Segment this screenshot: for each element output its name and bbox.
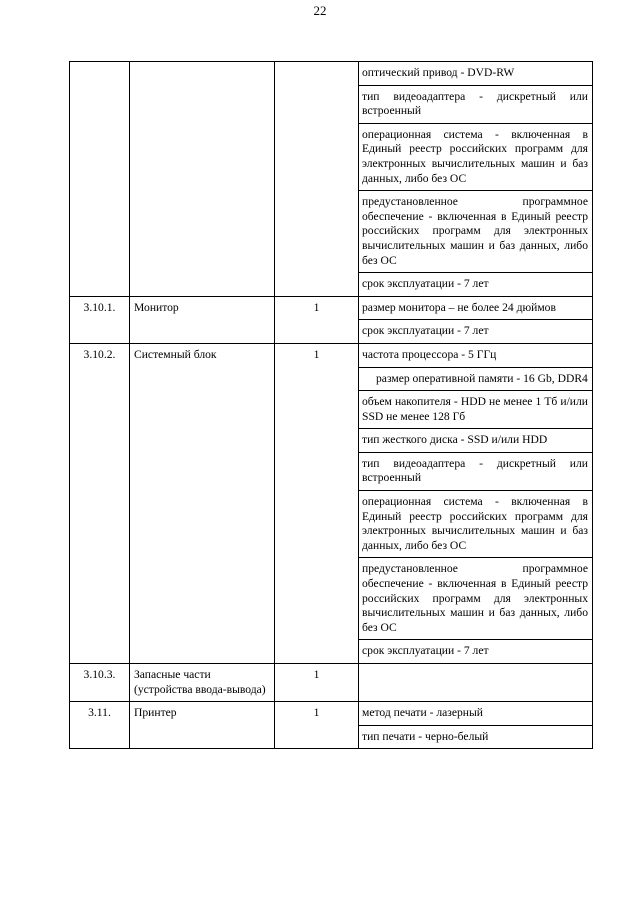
table-cell-characteristic: размер монитора – не более 24 дюймов: [359, 296, 593, 320]
table-cell-characteristic: операционная система - включенная в Единый реестр российских программ для электронных вычислительных машин и баз данных, либо без ОС: [359, 123, 593, 190]
table-cell-number: 3.10.2.: [70, 343, 130, 663]
page-number: 22: [313, 3, 327, 18]
table-row: [70, 296, 593, 320]
table-cell-quantity: 1: [275, 296, 359, 343]
table-cell-characteristic: предустановленное программное обеспечение - включенная в Единый реестр российских программ для электронных вычислительных машин и баз данных, либо без ОС: [359, 558, 593, 640]
table-cell-characteristic: метод печати - лазерный: [359, 702, 593, 726]
table-cell-number: 3.11.: [70, 702, 130, 749]
table-row: [70, 343, 593, 367]
table-cell-name: Системный блок: [130, 343, 275, 663]
table-cell-characteristic: [359, 664, 593, 702]
table-row: [70, 62, 593, 86]
table-cell-name: [130, 62, 275, 297]
table-cell-characteristic: объем накопителя - HDD не менее 1 Тб и/или SSD не менее 128 Гб: [359, 391, 593, 429]
table-cell-name: Монитор: [130, 296, 275, 343]
table-cell-characteristic: тип видеоадаптера - дискретный или встроенный: [359, 85, 593, 123]
table-cell-name: Запасные части (устройства ввода-вывода): [130, 664, 275, 702]
table-cell-characteristic: тип жесткого диска - SSD и/или HDD: [359, 429, 593, 453]
table-cell-characteristic: частота процессора - 5 ГГц: [359, 343, 593, 367]
table-cell-characteristic: срок эксплуатации - 7 лет: [359, 640, 593, 664]
table-cell-number: 3.10.3.: [70, 664, 130, 702]
table-cell-quantity: 1: [275, 664, 359, 702]
table-cell-number: 3.10.1.: [70, 296, 130, 343]
table-row: [70, 664, 593, 702]
table-row: [70, 702, 593, 726]
table-cell-characteristic: размер оперативной памяти - 16 Gb, DDR4: [359, 367, 593, 391]
table-cell-name: Принтер: [130, 702, 275, 749]
table-cell-quantity: 1: [275, 702, 359, 749]
table-cell-characteristic: операционная система - включенная в Единый реестр российских программ для электронных вычислительных машин и баз данных, либо без ОС: [359, 491, 593, 558]
table-cell-characteristic: тип видеоадаптера - дискретный или встроенный: [359, 452, 593, 490]
table-cell-characteristic: оптический привод - DVD-RW: [359, 62, 593, 86]
table-cell-quantity: [275, 62, 359, 297]
table-cell-characteristic: срок эксплуатации - 7 лет: [359, 273, 593, 297]
table-cell-characteristic: тип печати - черно-белый: [359, 725, 593, 749]
table-cell-quantity: 1: [275, 343, 359, 663]
specification-table: [69, 61, 593, 749]
table-cell-characteristic: предустановленное программное обеспечение - включенная в Единый реестр российских программ для электронных вычислительных машин и баз данных, либо без ОС: [359, 191, 593, 273]
table-cell-characteristic: срок эксплуатации - 7 лет: [359, 320, 593, 344]
table-cell-number: [70, 62, 130, 297]
